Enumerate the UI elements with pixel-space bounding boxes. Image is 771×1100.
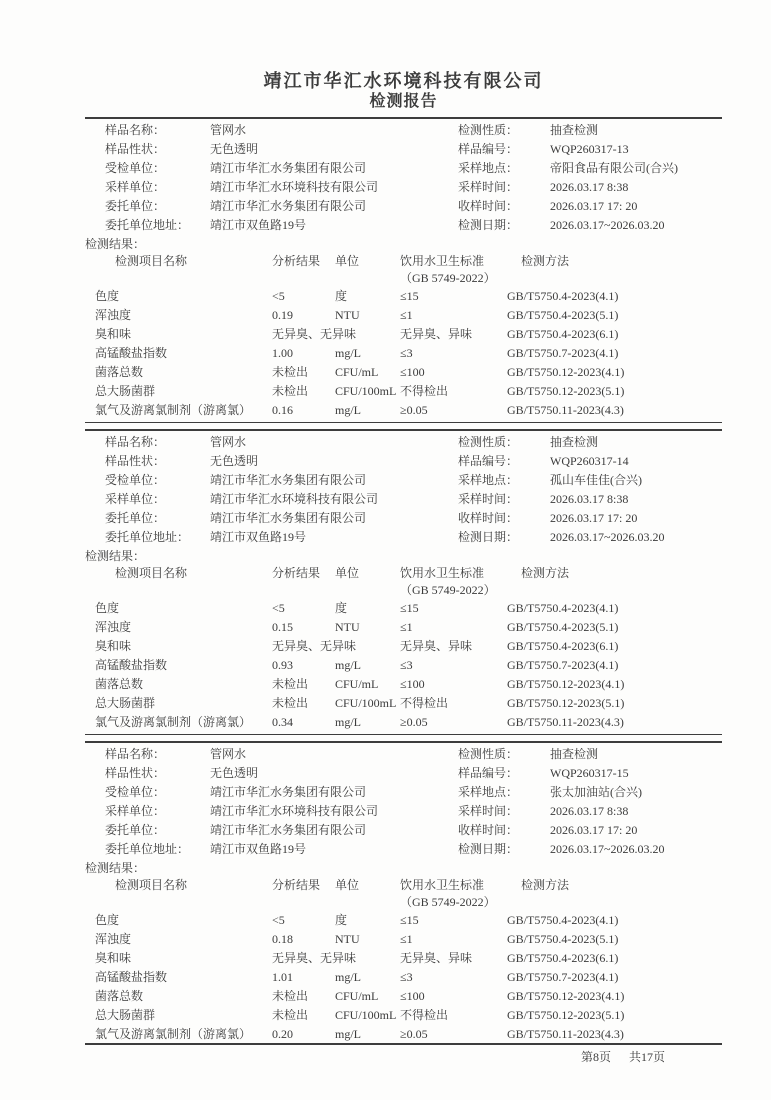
cell-result: <5 <box>272 289 285 303</box>
field-value: 2026.03.17 8:38 <box>550 492 629 506</box>
standard-line1: 饮用水卫生标准 <box>400 566 485 580</box>
field-value: 靖江市华汇水务集团有限公司 <box>210 823 367 837</box>
cell-result: 无异臭、无异味 <box>272 327 357 341</box>
field-label: 样品编号： <box>458 766 519 780</box>
table-header-unit: 单位 <box>335 566 360 580</box>
field-label: 样品性状： <box>105 454 166 468</box>
cell-result: <5 <box>272 913 285 927</box>
sections-host <box>85 117 722 1046</box>
cell-standard: ≤3 <box>400 346 413 360</box>
cell-method: GB/T5750.11-2023(4.3) <box>507 1027 624 1041</box>
cell-unit: CFU/mL <box>335 365 379 379</box>
cell-result: 0.34 <box>272 715 293 729</box>
table-header-standard <box>400 253 507 287</box>
table-row <box>85 968 722 987</box>
cell-item: 氯气及游离氯制剂（游离氯） <box>95 715 252 729</box>
cell-result: 0.93 <box>272 658 293 672</box>
cell-standard: ≤100 <box>400 989 425 1003</box>
field-label: 样品性状： <box>105 142 166 156</box>
field-value: 靖江市华汇水务集团有限公司 <box>210 473 367 487</box>
field-value: 无色透明 <box>210 454 259 468</box>
field-value: 帝阳食品有限公司(合兴) <box>550 161 678 175</box>
table-header-standard <box>400 877 507 911</box>
cell-unit: CFU/100mL <box>335 696 397 710</box>
info-row <box>85 178 722 197</box>
cell-unit: CFU/mL <box>335 989 379 1003</box>
table-header-result: 分析结果 <box>272 254 321 268</box>
cell-method: GB/T5750.4-2023(5.1) <box>507 620 619 634</box>
table-row <box>85 911 722 930</box>
cell-method: GB/T5750.11-2023(4.3) <box>507 403 624 417</box>
cell-result: 未检出 <box>272 365 309 379</box>
field-label: 检测日期： <box>458 842 519 856</box>
field-label: 采样时间： <box>458 804 519 818</box>
field-label: 样品名称： <box>105 435 166 449</box>
report-title: 检测报告 <box>369 93 438 110</box>
table-row <box>85 949 722 968</box>
field-value: 抽查检测 <box>550 747 599 761</box>
cell-item: 菌落总数 <box>95 677 144 691</box>
field-value: 管网水 <box>210 435 247 449</box>
cell-result: 未检出 <box>272 677 309 691</box>
cell-item: 氯气及游离氯制剂（游离氯） <box>95 1027 252 1041</box>
field-value: 2026.03.17 8:38 <box>550 180 629 194</box>
field-label: 收样时间： <box>458 823 519 837</box>
field-label: 委托单位： <box>105 199 166 213</box>
sample-section <box>85 741 722 1046</box>
cell-standard: ≤3 <box>400 970 413 984</box>
table-header-row <box>85 253 722 287</box>
table-header-item: 检测项目名称 <box>115 566 188 580</box>
table-row <box>85 930 722 949</box>
cell-result: 0.16 <box>272 403 293 417</box>
table-row <box>85 637 722 656</box>
cell-unit <box>335 637 400 656</box>
cell-item: 臭和味 <box>95 327 132 341</box>
table-header-item: 检测项目名称 <box>115 254 188 268</box>
cell-result: 未检出 <box>272 1008 309 1022</box>
cell-unit: CFU/mL <box>335 677 379 691</box>
cell-item: 氯气及游离氯制剂（游离氯） <box>95 403 252 417</box>
cell-standard: ≤1 <box>400 620 413 634</box>
table-row <box>85 306 722 325</box>
cell-method: GB/T5750.7-2023(4.1) <box>507 658 619 672</box>
cell-method: GB/T5750.7-2023(4.1) <box>507 346 619 360</box>
field-label: 检测性质： <box>458 123 519 137</box>
field-label: 受检单位： <box>105 161 166 175</box>
cell-item: 高锰酸盐指数 <box>95 346 168 360</box>
cell-item: 高锰酸盐指数 <box>95 970 168 984</box>
field-label: 采样地点： <box>458 785 519 799</box>
cell-standard: 无异臭、异味 <box>400 639 473 653</box>
field-label: 采样时间： <box>458 180 519 194</box>
info-row <box>85 745 722 764</box>
cell-unit: mg/L <box>335 658 361 672</box>
field-label: 检测日期： <box>458 218 519 232</box>
results-heading: 检测结果： <box>85 861 146 875</box>
cell-result: 无异臭、无异味 <box>272 639 357 653</box>
field-value: 2026.03.17~2026.03.20 <box>550 842 665 856</box>
table-header-result: 分析结果 <box>272 878 321 892</box>
table-header-method: 检测方法 <box>521 878 570 892</box>
cell-result: 无异臭、无异味 <box>272 951 357 965</box>
table-header-unit: 单位 <box>335 878 360 892</box>
cell-item: 臭和味 <box>95 951 132 965</box>
cell-unit: NTU <box>335 308 360 322</box>
field-label: 采样单位： <box>105 804 166 818</box>
cell-method: GB/T5750.4-2023(4.1) <box>507 289 619 303</box>
cell-item: 色度 <box>95 289 120 303</box>
cell-item: 菌落总数 <box>95 365 144 379</box>
cell-unit: 度 <box>335 601 348 615</box>
cell-unit: mg/L <box>335 715 361 729</box>
field-label: 委托单位： <box>105 823 166 837</box>
info-row <box>85 764 722 783</box>
info-row <box>85 509 722 528</box>
page-number: 第8页 <box>580 1050 611 1064</box>
table-header-standard <box>400 565 507 599</box>
field-label: 检测日期： <box>458 530 519 544</box>
cell-standard: ≥0.05 <box>400 403 428 417</box>
field-value: 2026.03.17 17: 20 <box>550 511 638 525</box>
field-value: 靖江市华汇水环境科技有限公司 <box>210 492 379 506</box>
field-value: WQP260317-14 <box>550 454 629 468</box>
cell-standard: ≤100 <box>400 365 425 379</box>
table-header-method: 检测方法 <box>521 566 570 580</box>
table-row <box>85 713 722 732</box>
cell-method: GB/T5750.4-2023(6.1) <box>507 951 619 965</box>
table-row <box>85 694 722 713</box>
table-header-row <box>85 565 722 599</box>
cell-standard: ≤100 <box>400 677 425 691</box>
table-body <box>85 287 722 420</box>
cell-item: 总大肠菌群 <box>95 1008 156 1022</box>
cell-item: 臭和味 <box>95 639 132 653</box>
cell-standard: 不得检出 <box>400 696 449 710</box>
field-label: 采样单位： <box>105 492 166 506</box>
field-label: 采样时间： <box>458 492 519 506</box>
cell-standard: ≤15 <box>400 601 419 615</box>
standard-line1: 饮用水卫生标准 <box>400 878 485 892</box>
cell-method: GB/T5750.7-2023(4.1) <box>507 970 619 984</box>
table-row <box>85 656 722 675</box>
field-value: 管网水 <box>210 123 247 137</box>
cell-unit: CFU/100mL <box>335 1008 397 1022</box>
info-row <box>85 121 722 140</box>
cell-result: 未检出 <box>272 696 309 710</box>
cell-item: 浑浊度 <box>95 932 132 946</box>
field-label: 委托单位： <box>105 511 166 525</box>
cell-item: 浑浊度 <box>95 620 132 634</box>
sample-section <box>85 117 722 423</box>
field-value: 2026.03.17 17: 20 <box>550 823 638 837</box>
table-row <box>85 618 722 637</box>
info-row <box>85 490 722 509</box>
cell-method: GB/T5750.11-2023(4.3) <box>507 715 624 729</box>
cell-standard: 不得检出 <box>400 384 449 398</box>
table-row <box>85 363 722 382</box>
cell-method: GB/T5750.12-2023(5.1) <box>507 384 625 398</box>
table-body <box>85 911 722 1044</box>
cell-standard: ≤3 <box>400 658 413 672</box>
cell-result: 0.19 <box>272 308 293 322</box>
field-value: 靖江市华汇水务集团有限公司 <box>210 161 367 175</box>
field-label: 检测性质： <box>458 435 519 449</box>
field-label: 样品名称： <box>105 747 166 761</box>
cell-result: 1.01 <box>272 970 293 984</box>
field-value: 2026.03.17~2026.03.20 <box>550 530 665 544</box>
cell-standard: 不得检出 <box>400 1008 449 1022</box>
cell-standard: ≤1 <box>400 308 413 322</box>
cell-result: 未检出 <box>272 989 309 1003</box>
cell-unit: mg/L <box>335 1027 361 1041</box>
field-label: 委托单位地址： <box>105 530 190 544</box>
company-name: 靖江市华汇水环境科技有限公司 <box>263 71 544 91</box>
field-value: WQP260317-15 <box>550 766 629 780</box>
standard-line2: （GB 5749-2022） <box>400 271 496 285</box>
table-row <box>85 987 722 1006</box>
cell-item: 色度 <box>95 913 120 927</box>
table-row <box>85 1006 722 1025</box>
results-heading: 检测结果： <box>85 237 146 251</box>
cell-unit <box>335 949 400 968</box>
field-value: 靖江市华汇水务集团有限公司 <box>210 511 367 525</box>
info-row <box>85 821 722 840</box>
cell-method: GB/T5750.12-2023(4.1) <box>507 677 625 691</box>
field-label: 样品名称： <box>105 123 166 137</box>
cell-unit: 度 <box>335 289 348 303</box>
field-value: 抽查检测 <box>550 123 599 137</box>
cell-unit <box>335 325 400 344</box>
table-body <box>85 599 722 732</box>
total-pages: 共17页 <box>628 1050 665 1064</box>
table-header-result: 分析结果 <box>272 566 321 580</box>
info-row <box>85 197 722 216</box>
field-value: 靖江市华汇水务集团有限公司 <box>210 785 367 799</box>
cell-unit: NTU <box>335 620 360 634</box>
field-value: 2026.03.17~2026.03.20 <box>550 218 665 232</box>
table-row <box>85 325 722 344</box>
cell-unit: CFU/100mL <box>335 384 397 398</box>
cell-method: GB/T5750.4-2023(5.1) <box>507 308 619 322</box>
info-row <box>85 802 722 821</box>
cell-standard: 无异臭、异味 <box>400 327 473 341</box>
field-value: 张太加油站(合兴) <box>550 785 642 799</box>
field-label: 收样时间： <box>458 511 519 525</box>
cell-item: 总大肠菌群 <box>95 696 156 710</box>
field-label: 样品性状： <box>105 766 166 780</box>
table-row <box>85 401 722 420</box>
cell-standard: 无异臭、异味 <box>400 951 473 965</box>
info-row <box>85 159 722 178</box>
table-row <box>85 599 722 618</box>
field-value: 管网水 <box>210 747 247 761</box>
field-value: 靖江市双鱼路19号 <box>210 530 307 544</box>
info-row <box>85 840 722 859</box>
cell-result: <5 <box>272 601 285 615</box>
field-label: 委托单位地址： <box>105 842 190 856</box>
cell-result: 未检出 <box>272 384 309 398</box>
field-value: 2026.03.17 8:38 <box>550 804 629 818</box>
cell-unit: mg/L <box>335 403 361 417</box>
cell-method: GB/T5750.12-2023(5.1) <box>507 1008 625 1022</box>
field-value: 2026.03.17 17: 20 <box>550 199 638 213</box>
cell-method: GB/T5750.4-2023(6.1) <box>507 639 619 653</box>
report-content <box>85 70 722 1052</box>
standard-line2: （GB 5749-2022） <box>400 583 496 597</box>
cell-method: GB/T5750.12-2023(4.1) <box>507 365 625 379</box>
info-row <box>85 528 722 547</box>
cell-method: GB/T5750.4-2023(5.1) <box>507 932 619 946</box>
field-label: 样品编号： <box>458 454 519 468</box>
cell-result: 0.15 <box>272 620 293 634</box>
field-label: 受检单位： <box>105 785 166 799</box>
footer-text <box>581 1050 665 1064</box>
cell-method: GB/T5750.4-2023(4.1) <box>507 601 619 615</box>
cell-method: GB/T5750.4-2023(6.1) <box>507 327 619 341</box>
field-value: 靖江市华汇水环境科技有限公司 <box>210 180 379 194</box>
field-label: 委托单位地址： <box>105 218 190 232</box>
table-row <box>85 287 722 306</box>
cell-standard: ≥0.05 <box>400 1027 428 1041</box>
cell-method: GB/T5750.12-2023(5.1) <box>507 696 625 710</box>
field-value: WQP260317-13 <box>550 142 629 156</box>
table-row <box>85 675 722 694</box>
table-header-row <box>85 877 722 911</box>
info-row <box>85 216 722 235</box>
cell-item: 菌落总数 <box>95 989 144 1003</box>
field-label: 采样地点： <box>458 161 519 175</box>
cell-standard: ≥0.05 <box>400 715 428 729</box>
standard-line1: 饮用水卫生标准 <box>400 254 485 268</box>
field-label: 采样地点： <box>458 473 519 487</box>
table-header-unit: 单位 <box>335 254 360 268</box>
info-row <box>85 783 722 802</box>
field-value: 靖江市华汇水环境科技有限公司 <box>210 804 379 818</box>
page-footer <box>85 1043 722 1065</box>
cell-method: GB/T5750.4-2023(4.1) <box>507 913 619 927</box>
table-row <box>85 344 722 363</box>
cell-item: 浑浊度 <box>95 308 132 322</box>
field-value: 靖江市双鱼路19号 <box>210 842 307 856</box>
cell-result: 0.20 <box>272 1027 293 1041</box>
field-value: 无色透明 <box>210 142 259 156</box>
cell-unit: mg/L <box>335 346 361 360</box>
field-label: 收样时间： <box>458 199 519 213</box>
info-row <box>85 471 722 490</box>
cell-standard: ≤1 <box>400 932 413 946</box>
cell-method: GB/T5750.12-2023(4.1) <box>507 989 625 1003</box>
cell-unit: mg/L <box>335 970 361 984</box>
cell-unit: 度 <box>335 913 348 927</box>
cell-item: 色度 <box>95 601 120 615</box>
cell-standard: ≤15 <box>400 913 419 927</box>
cell-unit: NTU <box>335 932 360 946</box>
field-value: 无色透明 <box>210 766 259 780</box>
field-value: 靖江市双鱼路19号 <box>210 218 307 232</box>
field-value: 抽查检测 <box>550 435 599 449</box>
table-header-method: 检测方法 <box>521 254 570 268</box>
results-heading: 检测结果： <box>85 549 146 563</box>
cell-result: 1.00 <box>272 346 293 360</box>
info-row <box>85 452 722 471</box>
cell-item: 高锰酸盐指数 <box>95 658 168 672</box>
cell-item: 总大肠菌群 <box>95 384 156 398</box>
field-value: 孤山车佳佳(合兴) <box>550 473 642 487</box>
field-value: 靖江市华汇水务集团有限公司 <box>210 199 367 213</box>
field-label: 样品编号： <box>458 142 519 156</box>
field-label: 采样单位： <box>105 180 166 194</box>
table-row <box>85 382 722 401</box>
cell-standard: ≤15 <box>400 289 419 303</box>
table-header-item: 检测项目名称 <box>115 878 188 892</box>
sample-section <box>85 429 722 735</box>
info-row <box>85 140 722 159</box>
info-row <box>85 433 722 452</box>
table-row <box>85 1025 722 1044</box>
field-label: 受检单位： <box>105 473 166 487</box>
field-label: 检测性质： <box>458 747 519 761</box>
cell-result: 0.18 <box>272 932 293 946</box>
standard-line2: （GB 5749-2022） <box>400 895 496 909</box>
